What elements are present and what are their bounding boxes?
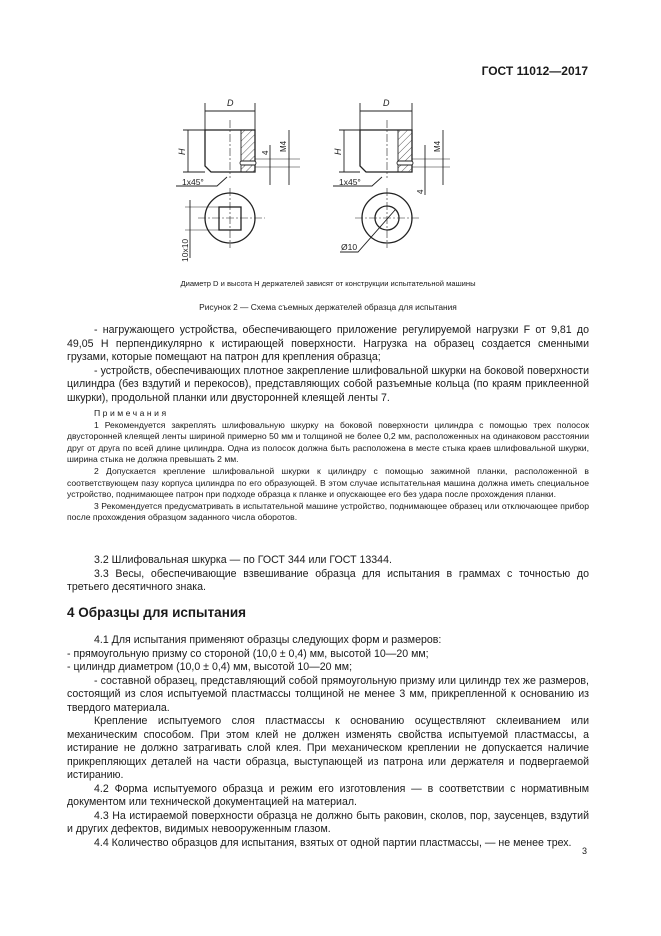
section-4-body bbox=[67, 634, 589, 850]
paragraph: 4.2 Форма испытуемого образца и режим его изготовления — в соответствии с нормативным документом или технической документацией на материал. bbox=[67, 782, 589, 808]
label-d-right: D bbox=[383, 98, 390, 108]
paragraph: 4.1 Для испытания применяют образцы следующих форм и размеров: bbox=[94, 634, 442, 646]
label-4-left: 4 bbox=[261, 150, 270, 155]
document-header: ГОСТ 11012—2017 bbox=[481, 64, 588, 78]
paragraph: 4.4 Количество образцов для испытания, взятых от одной партии пластмассы, — не менее трех. bbox=[94, 836, 572, 849]
clause-3-3: 3.3 Весы, обеспечивающие взвешивание образца для испытания в граммах с точностью до третьего десятичного знака. bbox=[67, 567, 589, 593]
label-m4-right: M4 bbox=[433, 140, 442, 152]
note-item: 3 Рекомендуется предусматривать в испытательной машине устройство, поднимающее образец или отключающее прибор после прохождения образцом заданного числа оборотов. bbox=[67, 500, 589, 523]
figure-note: Диаметр D и высота H держателей зависят от конструкции испытательной машины bbox=[180, 279, 476, 288]
list-item: - цилиндр диаметром (10,0 ± 0,4) мм, высотой 10—20 мм; bbox=[67, 661, 353, 673]
label-m4-left: M4 bbox=[279, 140, 288, 152]
label-chamfer-right: 1x45° bbox=[339, 177, 361, 187]
notes-block bbox=[67, 408, 589, 524]
figure-caption: Рисунок 2 — Схема съемных держателей образца для испытания bbox=[199, 302, 457, 312]
section-4-heading-wrap bbox=[67, 605, 589, 620]
notes-title: Примечания bbox=[94, 408, 169, 418]
label-4-right: 4 bbox=[416, 189, 425, 194]
page-number: 3 bbox=[581, 846, 587, 856]
label-h-right: H bbox=[333, 148, 343, 155]
clauses-3 bbox=[67, 554, 589, 595]
paragraph: 4.3 На истираемой поверхности образца не должно быть раковин, сколов, пор, заусенцев, вздутий и других дефектов, видимых невооруженным глазом. bbox=[67, 809, 589, 835]
note-item: 1 Рекомендуется закреплять шлифовальную шкурку на боковой поверхности цилиндра с помощью трех полосок двусторонней клеящей ленты шириной примерно 50 мм и толщиной не более 0,2 мм, расположенных на одинаковом расстоянии друг от друга по всей длине цилиндра. Одна из полосок должна быть расположена в месте стыка краев шлифовальной шкурки, ширина стыка не должна превышать 2 мм. bbox=[67, 419, 589, 465]
label-h-left: H bbox=[177, 148, 187, 155]
note-item: 2 Допускается крепление шлифовальной шкурки к цилиндру с помощью зажимной планки, расположенной в соответствующем пазу корпуса цилиндра по его образующей. В этом случае испытательная машина должна иметь специальное устройство, поднимающее патрон при подходе образца к планке и опускающее его без удара после прохождения планки. bbox=[67, 465, 589, 500]
label-diameter: Ø10 bbox=[341, 242, 358, 252]
paragraph: Крепление испытуемого слоя пластмассы к основанию осуществляют склеиванием или механическим способом. При этом клей не должен изменять свойства испытуемой пластмассы, а истирание не должно затрагивать слой клея. При механическом креплении не допускается наличие прикрепляющих деталей на части образца, выступающей из патрона или держателя и подвергаемой истиранию. bbox=[67, 715, 589, 781]
list-item: - составной образец, представляющий собой прямоугольную призму или цилиндр тех же размеров, состоящий из слоя испытуемой пластмассы толщиной не менее 3 мм, прикрепленной к основанию из твердого материала. bbox=[67, 674, 589, 714]
label-chamfer-left: 1x45° bbox=[182, 177, 204, 187]
label-square-size: 10x10 bbox=[180, 238, 190, 262]
paragraph: - нагружающего устройства, обеспечивающего приложение регулируемой нагрузки F от 9,81 до 49,05 Н перпендикулярно к истирающей поверхности. Нагрузка на образец создается сменными грузами, которые помещают на патрон для крепления образца; bbox=[67, 324, 589, 363]
equipment-list bbox=[67, 324, 589, 405]
figure-holders-diagram bbox=[0, 0, 661, 275]
list-item: - прямоугольную призму со стороной (10,0 ± 0,4) мм, высотой 10—20 мм; bbox=[67, 647, 429, 660]
section-heading: 4 Образцы для испытания bbox=[67, 605, 247, 620]
paragraph: - устройств, обеспечивающих плотное закрепление шлифовальной шкурки на боковой поверхности цилиндра (без вздутий и перекосов), представляющих собой разъемные кольца (по краям приклеенной шкурки), продольной планки или двусторонней клеящей ленты 7. bbox=[67, 364, 589, 404]
clause-3-2: 3.2 Шлифовальная шкурка — по ГОСТ 344 или ГОСТ 13344. bbox=[94, 554, 392, 566]
label-d-left: D bbox=[227, 98, 234, 108]
